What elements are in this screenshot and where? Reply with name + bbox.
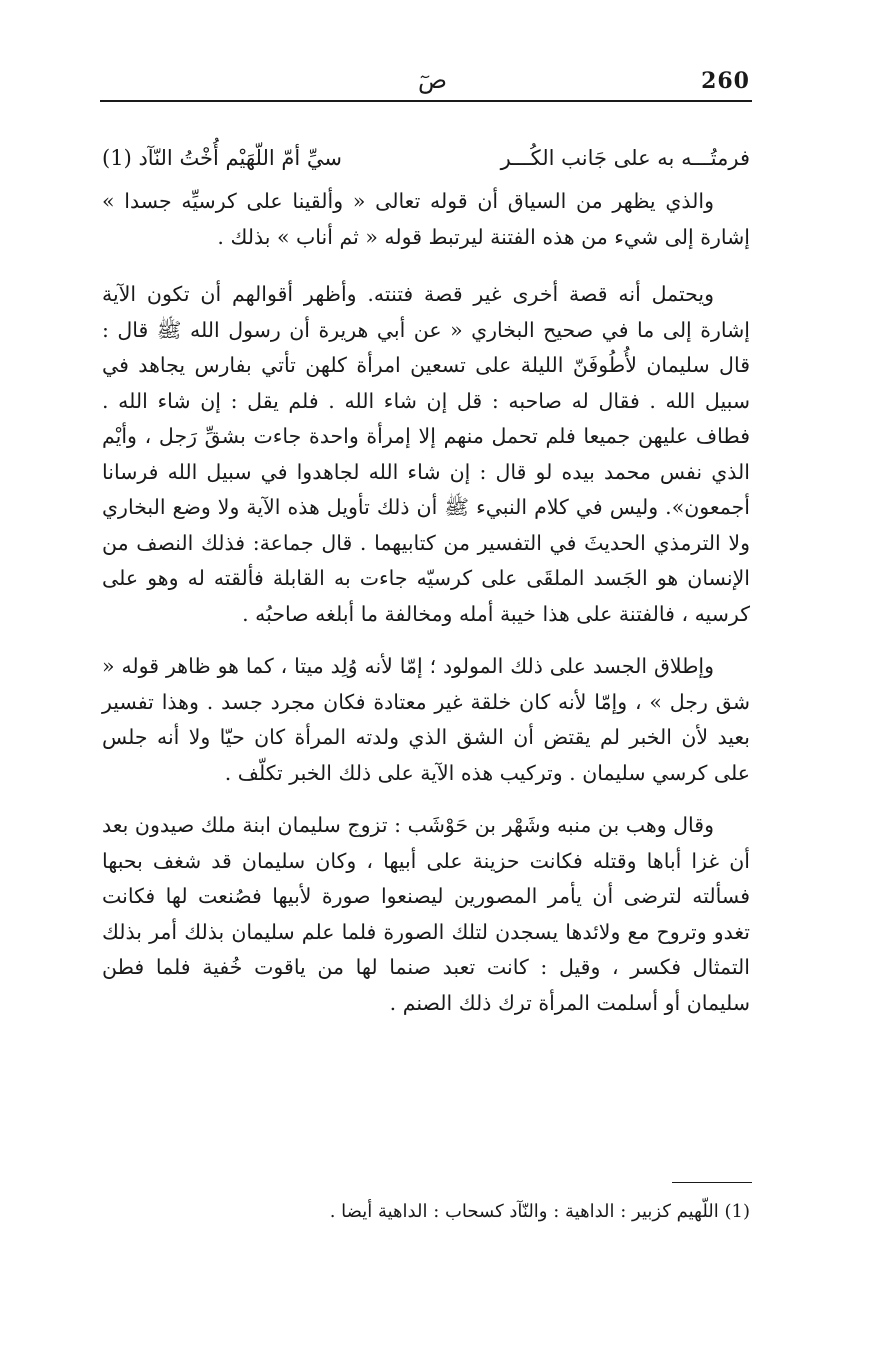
verse-second-hemistich: سيِّ أمّ اللّهَيْم أُخْتُ النّآد (1): [102, 146, 343, 170]
poetry-verse: [102, 140, 750, 176]
paragraph-1: والذي يظهر من السياق أن قوله تعالى « وألقينا على كرسيِّه جسدا » إشارة إلى شيء من هذه الفتنة ليرتبط قوله « ثم أناب » بذلك .: [102, 189, 750, 249]
paragraph-2: ويحتمل أنه قصة أخرى غير قصة فتنته. وأظهر أقوالهم أن تكون الآية إشارة إلى ما في صحيح البخاري « عن أبي هريرة أن رسول الله ﷺ قال : قال سليمان لأُطُوفَنّ الليلة على تسعين امرأة كلهن تأتي بفارس يجاهد في سبيل الله . فقال له صاحبه : قل إن شاء الله . فلم يقل : إن شاء الله . فطاف عليهن جميعا فلم تحمل منهم إلا إمرأة واحدة جاءت بشقِّ رَجل ، وأيْم الذي نفس محمد بيده لو قال : إن شاء الله لجاهدوا في سبيل الله فرسانا أجمعون». وليس في كلام النبيء ﷺ أن ذلك تأويل هذه الآية ولا وضع البخاري ولا الترمذي الحديثَ في التفسير من كتابيهما . قال جماعة: فذلك النصف من الإنسان هو الجَسد الملقَى على كرسيّه جاءت به القابلة فألقته له وهو على كرسيه ، فالفتنة على هذا خيبة أمله ومخالفة ما أبلغه صاحبُه .: [102, 282, 750, 626]
verse-first-hemistich: فرمتُـــه به على جَانب الكُـــر: [500, 146, 750, 170]
paragraph-3: وإطلاق الجسد على ذلك المولود ؛ إمّا لأنه وُلِد ميتا ، كما هو ظاهر قوله « شق رجل » ، وإمّا لأنه كان خلقة غير معتادة فكان مجرد جسد . وهذا تفسير بعيد لأن الخبر لم يقتض أن الشق الذي ولدته المرأة كان حيّا ولا أنه جلس على كرسي سليمان . وتركيب هذه الآية على ذلك الخبر تكلّف .: [102, 654, 750, 785]
footnote-rule: [672, 1182, 752, 1183]
running-head: صٓ: [418, 66, 448, 94]
page-number: 260: [701, 68, 750, 94]
footnote: (1) اللّهيم كزبير : الداهية : والنّآد كسحاب : الداهية أيضا .: [329, 1201, 750, 1222]
paragraph-4: وقال وهب بن منبه وشَهْر بن حَوْشَب : تزوج سليمان ابنة ملك صيدون بعد أن غزا أباها وقتله فكانت حزينة على أبيها ، وكان سليمان قد شغف بحبها فسألته لترضى أن يأمر المصورين ليصنعوا صورة لأبيها فصُنعت لها فكانت تغدو وتروح مع ولائدها يسجدن لتلك الصورة فلما علم سليمان بذلك أمر بذلك التمثال فكسر ، وقيل : كانت تعبد صنما لها من ياقوت خُفية فلما فطن سليمان أو أسلمت المرأة ترك ذلك الصنم .: [102, 813, 750, 1015]
page-body: [102, 140, 750, 1038]
header-rule: [100, 100, 752, 102]
page-header: [100, 64, 750, 102]
